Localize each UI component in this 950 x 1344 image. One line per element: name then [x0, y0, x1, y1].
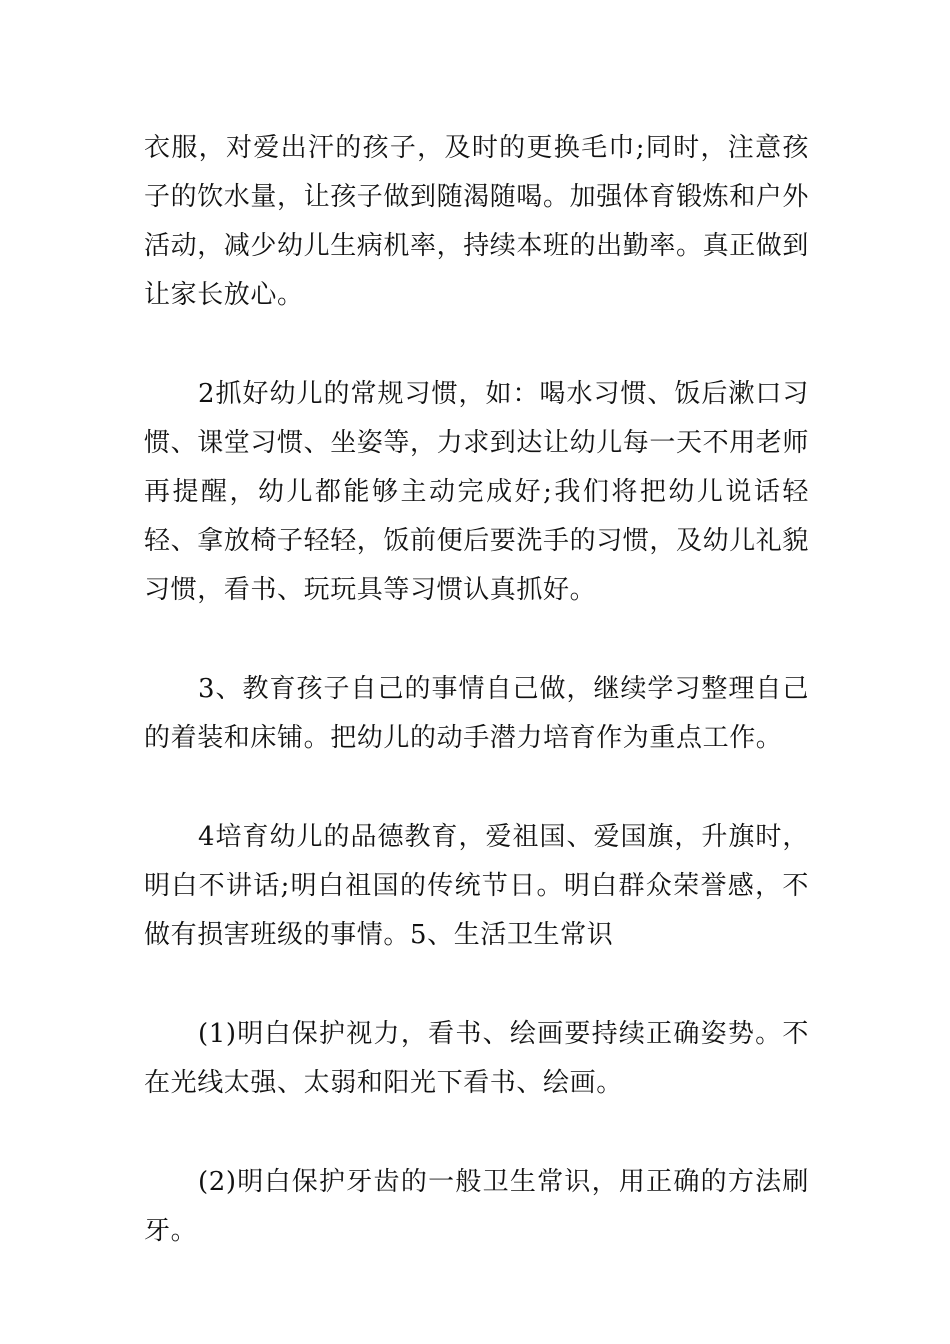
paragraph-continuation: 衣服，对爱出汗的孩子，及时的更换毛巾;同时，注意孩子的饮水量，让孩子做到随渴随喝。加强体育锻炼和户外活动，减少幼儿生病机率，持续本班的出勤率。真正做到让家长放心。	[144, 133, 810, 310]
paragraph-gap	[144, 320, 809, 370]
paragraph-gap	[144, 763, 809, 813]
paragraph-habits: 2抓好幼儿的常规习惯，如：喝水习惯、饭后漱口习惯、课堂习惯、坐姿等，力求到达让幼儿每一天不用老师再提醒，幼儿都能够主动完成好;我们将把幼儿说话轻轻、拿放椅子轻轻，饭前便后要洗手的习惯，及幼儿礼貌习惯，看书、玩玩具等习惯认真抓好。	[144, 379, 810, 605]
paragraph-gap	[144, 1108, 809, 1158]
paragraph-self-care: 3、教育孩子自己的事情自己做，继续学习整理自己的着装和床铺。把幼儿的动手潜力培育作为重点工作。	[144, 674, 809, 753]
paragraph-gap	[144, 960, 809, 1010]
paragraph-gap	[144, 615, 809, 665]
paragraph-vision: (1)明白保护视力，看书、绘画要持续正确姿势。不在光线太强、太弱和阳光下看书、绘画。	[144, 1019, 809, 1098]
paragraph-teeth: (2)明白保护牙齿的一般卫生常识，用正确的方法刷牙。	[144, 1167, 809, 1246]
document-body	[144, 124, 809, 1256]
paragraph-moral-education: 4培育幼儿的品德教育，爱祖国、爱国旗，升旗时，明白不讲话;明白祖国的传统节日。明白群众荣誉感，不做有损害班级的事情。5、生活卫生常识	[144, 822, 809, 950]
